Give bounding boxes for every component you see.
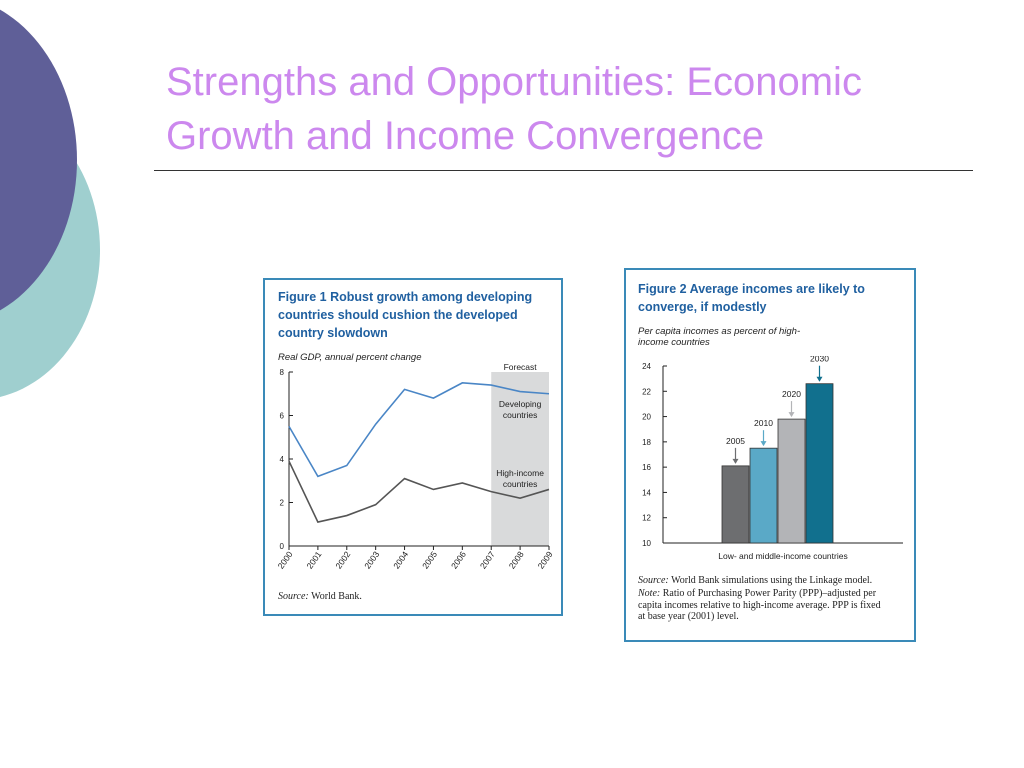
bar-pointer-arrowhead [817,377,823,382]
figure-1-source-label: Source: [278,591,309,602]
y-tick-label: 4 [279,455,284,464]
y-tick-label: 20 [642,412,651,422]
x-tick-label: 2002 [333,549,353,571]
figure-2-subtitle: Per capita incomes as percent of high-income countries [638,326,801,348]
y-tick-label: 6 [279,411,284,421]
y-tick-label: 16 [642,463,651,473]
bar-pointer-arrowhead [733,459,739,464]
y-tick-label: 12 [642,513,651,523]
figure-2-source [638,575,908,587]
figure-2-note-label: Note: [638,588,661,599]
figure-1-line-chart [265,362,560,582]
x-tick-label: 2007 [477,549,497,571]
series-label-high-income-countries: High-income countries [496,468,544,490]
y-tick-label: 0 [279,542,284,551]
bar-2010 [750,448,777,543]
x-tick-label: 2008 [506,549,526,571]
bar-label-2010: 2010 [754,418,773,429]
x-tick-label: 2000 [275,549,295,571]
y-tick-label: 8 [279,368,284,377]
x-tick-label: 2006 [448,549,468,571]
y-tick-label: 22 [642,387,651,397]
y-tick-label: 18 [642,437,651,447]
bar-2020 [778,419,805,543]
bar-pointer-arrowhead [789,412,795,417]
figure-2-source-label: Source: [638,575,669,586]
x-tick-label: 2004 [391,549,411,571]
slide-title: Strengths and Opportunities: Economic Growth and Income Convergence [166,60,862,158]
y-tick-label: 2 [279,498,284,508]
series-label-developing-countries: Developing countries [498,399,542,421]
y-tick-label: 24 [642,362,651,371]
figure-2-note [638,588,890,623]
y-tick-label: 14 [642,488,651,498]
x-tick-label: 2009 [535,549,555,571]
figure-1-panel [263,278,563,616]
bar-label-2030: 2030 [810,356,829,364]
figure-2-note-text: Ratio of Purchasing Power Parity (PPP)–adjusted per capita incomes relative to high-income average. PPP is fixed at base year (2001) level. [638,588,881,622]
forecast-label: Forecast [503,362,537,372]
figure-1-subtitle: Real GDP, annual percent change [278,352,422,363]
x-tick-label: 2005 [420,549,440,571]
bar-pointer-arrowhead [761,441,767,446]
bar-2030 [806,384,833,543]
figure-2-title: Figure 2 Average incomes are likely to converge, if modestly [638,282,865,314]
x-tick-label: 2001 [304,549,324,571]
bar-label-2005: 2005 [726,435,745,446]
figure-1-title: Figure 1 Robust growth among developing countries should cushion the developed country slowdown [278,290,533,340]
title-divider [154,170,973,171]
y-tick-label: 10 [642,539,651,548]
figure-1-source [278,591,362,603]
figure-1-source-text: World Bank. [311,591,362,602]
figure-2-bar-chart [626,356,914,566]
bar-label-2020: 2020 [782,389,801,400]
x-tick-label: 2003 [362,549,382,571]
bar-2005 [722,466,749,543]
x-axis-label: Low- and middle-income countries [718,551,848,561]
figure-2-panel [624,268,916,642]
figure-2-source-text: World Bank simulations using the Linkage model. [671,575,873,586]
